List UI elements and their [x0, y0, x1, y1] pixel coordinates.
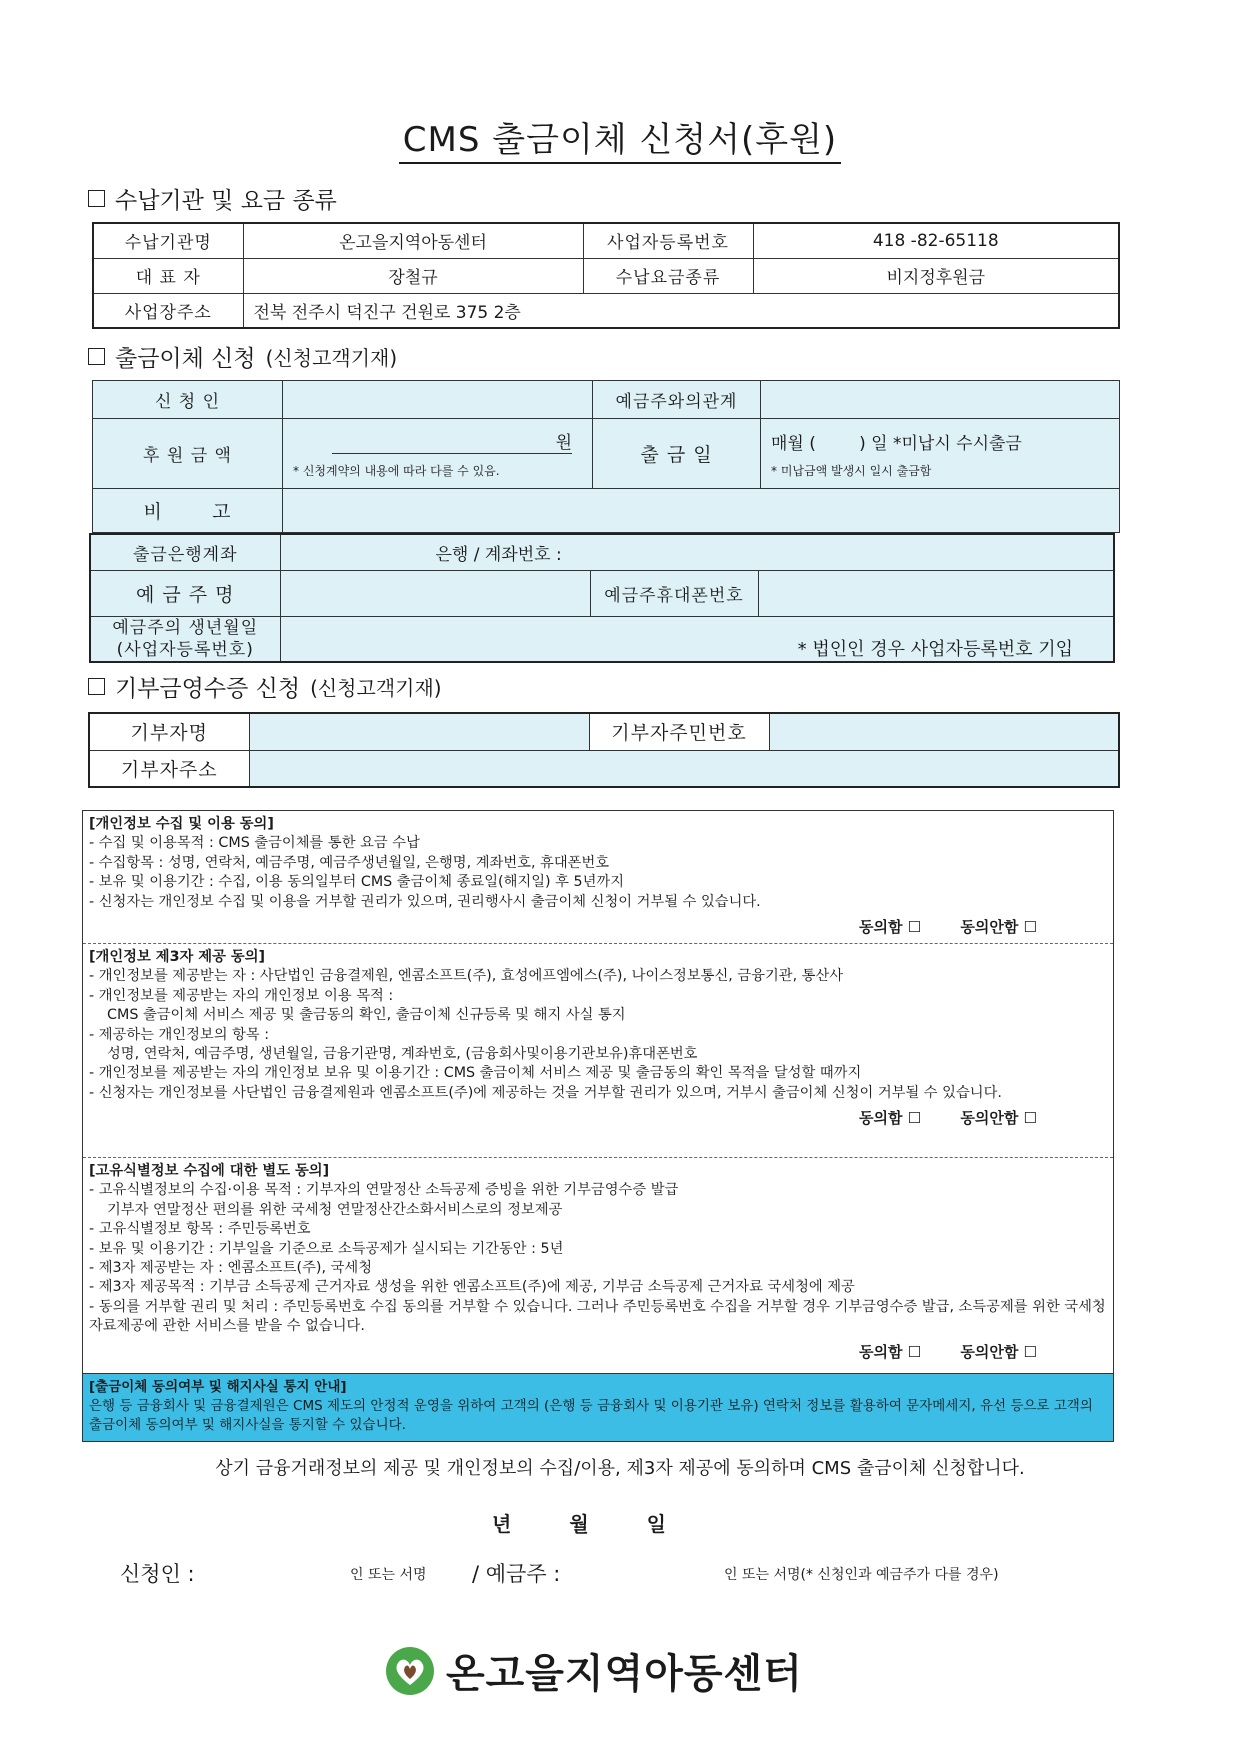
- consent-personal-info: [83, 811, 1113, 943]
- agree-row: [89, 1109, 1107, 1128]
- withdrawal-form: [92, 380, 1120, 663]
- heart-leaf-icon: [384, 1645, 436, 1697]
- agree-checkbox[interactable]: 동의함 ☐: [858, 918, 922, 937]
- consent-third-party: [83, 943, 1113, 1157]
- address-value: 전북 전주시 덕진구 건원로 375 2층: [243, 293, 1119, 328]
- consent-line: - 제공하는 개인정보의 항목 :: [89, 1026, 270, 1043]
- amount-label: 후 원 금 액: [93, 419, 283, 489]
- section2-heading: 출금이체 신청 (신청고객기재): [88, 340, 397, 373]
- relation-label: 예금주와의관계: [593, 381, 761, 419]
- fee-type-value: 비지정후원금: [753, 258, 1119, 293]
- checkbox-icon: [88, 190, 105, 207]
- biz-no-label: 사업자등록번호: [583, 223, 753, 258]
- remark-field[interactable]: [283, 489, 1120, 533]
- donor-address-label: 기부자주소: [89, 750, 249, 787]
- holder-birth-label: 예금주의 생년월일 (사업자등록번호): [90, 616, 280, 662]
- org-name-value: 온고을지역아동센터: [243, 223, 583, 258]
- agree-checkbox[interactable]: 동의함 ☐: [858, 1109, 922, 1128]
- consent-line: - 동의를 거부할 권리 및 처리 : 주민등록번호 수집 동의를 거부할 수 있습니다. 그러나 주민등록번호 수집을 거부할 경우 기부금영수증 발급, 소득공제를 위한 국세청 자료제공에 관한 서비스를 받을 수 없습니다.: [89, 1298, 1106, 1335]
- agreement-statement: 상기 금융거래정보의 제공 및 개인정보의 수집/이용, 제3자 제공에 동의하며 CMS 출금이체 신청합니다.: [215, 1458, 1025, 1479]
- consent-line: 성명, 연락처, 예금주명, 생년월일, 금융기관명, 계좌번호, (금융회사및이용기관보유)휴대폰번호: [107, 1046, 698, 1063]
- relation-field[interactable]: [761, 381, 1120, 419]
- checkbox-icon: [88, 678, 105, 695]
- applicant-sign-field[interactable]: 인 또는 서명: [350, 1567, 427, 1583]
- section1-heading: 수납기관 및 요금 종류: [88, 182, 337, 215]
- agree-row: [89, 1343, 1107, 1362]
- bank-account-label: 출금은행계좌: [90, 534, 280, 570]
- holder-field[interactable]: [280, 570, 590, 616]
- holder-phone-field[interactable]: [758, 570, 1114, 616]
- agree-checkbox[interactable]: 동의함 ☐: [858, 1342, 922, 1361]
- donation-receipt-table: [88, 712, 1120, 788]
- notice-text: 은행 등 금융회사 및 금융결제원은 CMS 제도의 안정적 운영을 위하여 고객의 (은행 등 금융회사 및 이용기관 보유) 연락처 정보를 활용하여 문자메세지, 유선 등으로 고객의 출금이체 동의여부 및 해지사실을 통지할 수 있습니다.: [89, 1398, 1093, 1433]
- disagree-checkbox[interactable]: 동의안함 ☐: [960, 1109, 1037, 1128]
- donor-name-label: 기부자명: [89, 713, 249, 750]
- consent-line: - 신청자는 개인정보 수집 및 이용을 거부할 권리가 있으며, 권리행사시 출금이체 신청이 거부될 수 있습니다.: [89, 893, 761, 910]
- disagree-checkbox[interactable]: 동의안함 ☐: [960, 1342, 1037, 1361]
- withdraw-day-text: 매월 ( ) 일 *미납시 수시출금: [771, 433, 1022, 454]
- donor-id-label: 기부자주민번호: [589, 713, 769, 750]
- consent-line: - 보유 및 이용기간 : 수집, 이용 동의일부터 CMS 출금이체 종료일(해지일) 후 5년까지: [89, 874, 625, 891]
- consent-line: - 제3자 제공목적 : 기부금 소득공제 근거자료 생성을 위한 엔콤소프트(주)에 제공, 기부금 소득공제 근거자료 국세청에 제공: [89, 1279, 855, 1296]
- donor-address-field[interactable]: [249, 750, 1119, 787]
- date-row: [492, 1508, 666, 1537]
- consent-line: - 수집 및 이용목적 : CMS 출금이체를 통한 요금 수납: [89, 835, 420, 852]
- consent-title: [개인정보 제3자 제공 동의]: [89, 949, 266, 965]
- birth-note: * 법인인 경우 사업자등록번호 기입: [797, 638, 1073, 660]
- center-logo: [384, 1642, 803, 1699]
- consent-line: - 개인정보를 제공받는 자 : 사단법인 금융결제원, 엔콤소프트(주), 효성에프엠에스(주), 나이스정보통신, 금융기관, 통산사: [89, 968, 844, 985]
- applicant-sign-label: 신청인 :: [120, 1562, 195, 1586]
- disagree-checkbox[interactable]: 동의안함 ☐: [960, 918, 1037, 937]
- consent-line: - 고유식별정보의 수집·이용 목적 : 기부자의 연말정산 소득공제 증빙을 위한 기부금영수증 발급: [89, 1182, 679, 1199]
- donor-name-field[interactable]: [249, 713, 589, 750]
- logo-text: 온고을지역아동센터: [446, 1651, 803, 1697]
- month-label: 월: [569, 1512, 589, 1536]
- consent-title: [개인정보 수집 및 이용 동의]: [89, 816, 274, 832]
- holder-sign-field[interactable]: 인 또는 서명(* 신청인과 예금주가 다를 경우): [724, 1567, 999, 1583]
- consent-unique-id: [83, 1157, 1113, 1373]
- amount-unit: 원: [332, 428, 572, 454]
- bank-account-field[interactable]: 은행 / 계좌번호 :: [280, 534, 1114, 570]
- consent-line: 기부자 연말정산 편의를 위한 국세청 연말정산간소화서비스로의 정보제공: [107, 1201, 563, 1218]
- withdraw-day-note: * 미납금액 발생시 일시 출금함: [771, 463, 932, 478]
- rep-label: 대 표 자: [93, 258, 243, 293]
- biz-no-value: 418 -82-65118: [753, 223, 1119, 258]
- address-label: 사업장주소: [93, 293, 243, 328]
- consent-box: [82, 810, 1114, 1442]
- checkbox-icon: [88, 348, 105, 365]
- year-label: 년: [492, 1512, 512, 1536]
- amount-field[interactable]: [283, 419, 593, 489]
- holder-sign-label: / 예금주 :: [472, 1562, 561, 1586]
- consent-line: - 보유 및 이용기간 : 기부일을 기준으로 소득공제가 실시되는 기간동안 : 5년: [89, 1240, 564, 1257]
- consent-line: - 수집항목 : 성명, 연락처, 예금주명, 예금주생년월일, 은행명, 계좌번호, 휴대폰번호: [89, 854, 610, 871]
- day-label: 일: [646, 1512, 666, 1536]
- withdraw-day-field[interactable]: [761, 419, 1120, 489]
- fee-type-label: 수납요금종류: [583, 258, 753, 293]
- consent-line: - 개인정보를 제공받는 자의 개인정보 보유 및 이용기간 : CMS 출금이체 서비스 제공 및 출금동의 확인 목적을 달성할 때까지: [89, 1065, 862, 1082]
- consent-line: CMS 출금이체 서비스 제공 및 출금동의 확인, 출금이체 신규등록 및 해지 사실 통지: [107, 1007, 626, 1024]
- applicant-field[interactable]: [283, 381, 593, 419]
- applicant-label: 신 청 인: [93, 381, 283, 419]
- holder-label: 예 금 주 명: [90, 570, 280, 616]
- agree-row: [89, 918, 1107, 937]
- section3-heading: 기부금영수증 신청 (신청고객기재): [88, 670, 442, 703]
- withdrawal-notice: [83, 1373, 1113, 1441]
- holder-phone-label: 예금주휴대폰번호: [590, 570, 758, 616]
- remark-label: 비 고: [93, 489, 283, 533]
- org-name-label: 수납기관명: [93, 223, 243, 258]
- consent-title: [고유식별정보 수집에 대한 별도 동의]: [89, 1163, 330, 1179]
- amount-note: * 신청계약의 내용에 따라 다를 수 있음.: [293, 464, 500, 478]
- consent-line: - 개인정보를 제공받는 자의 개인정보 이용 목적 :: [89, 987, 394, 1004]
- org-info-table: [92, 222, 1120, 329]
- notice-title: [출금이체 동의여부 및 해지사실 통지 안내]: [89, 1379, 347, 1395]
- withdraw-day-label: 출 금 일: [593, 419, 761, 489]
- holder-birth-field[interactable]: [280, 616, 1114, 662]
- donor-id-field[interactable]: [769, 713, 1119, 750]
- document-title: CMS 출금이체 신청서(후원): [0, 112, 1240, 161]
- consent-line: - 고유식별정보 항목 : 주민등록번호: [89, 1221, 311, 1238]
- consent-line: - 제3자 제공받는 자 : 엔콤소프트(주), 국세청: [89, 1260, 373, 1277]
- consent-line: - 신청자는 개인정보를 사단법인 금융결제원과 엔콤소프트(주)에 제공하는 것을 거부할 권리가 있으며, 거부시 출금이체 신청이 거부될 수 있습니다.: [89, 1084, 1002, 1101]
- rep-value: 장철규: [243, 258, 583, 293]
